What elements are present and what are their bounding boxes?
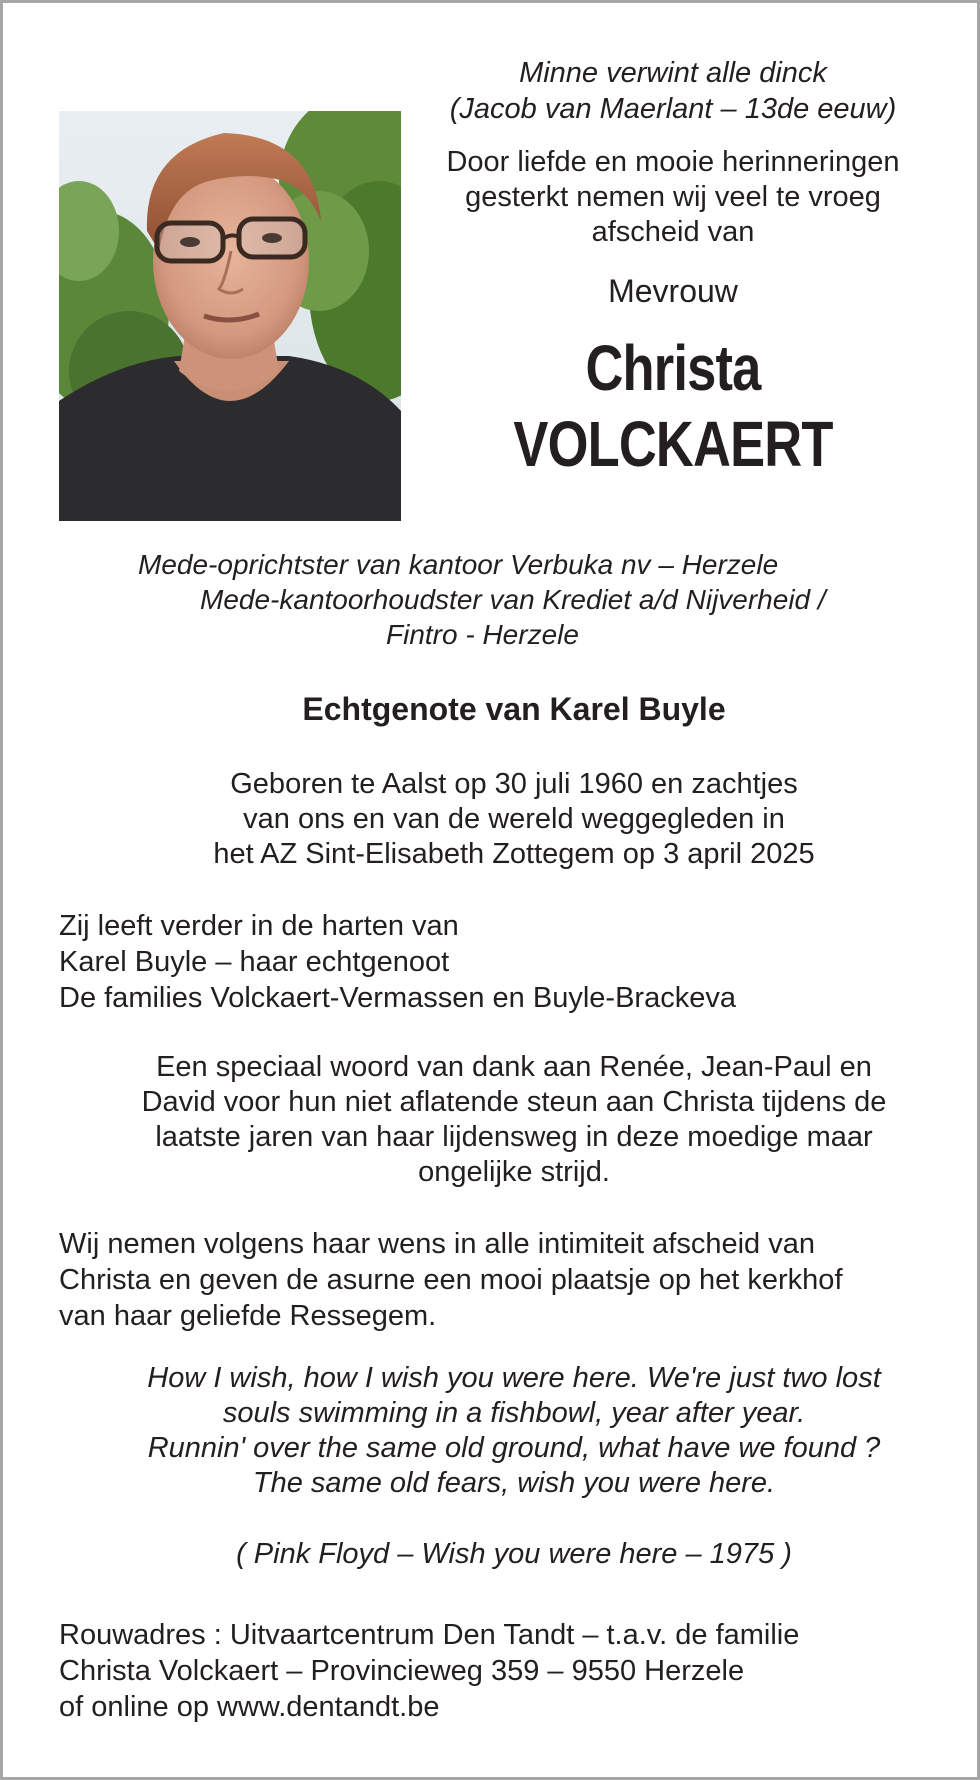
farewell-wish-text bbox=[59, 1226, 929, 1334]
lyric-line: Runnin' over the same old ground, what have we found ? bbox=[147, 1432, 881, 1464]
birth-line: het AZ Sint-Elisabeth Zottegem op 3 april 2025 bbox=[213, 838, 815, 870]
address-line: Christa Volckaert – Provincieweg 359 – 9550 Herzele bbox=[59, 1655, 745, 1687]
address-line: Rouwadres : Uitvaartcentrum Den Tandt – t.a.v. de familie bbox=[59, 1619, 800, 1651]
header-column bbox=[408, 55, 938, 482]
lyric-line: How I wish, how I wish you were here. We're just two lost bbox=[147, 1362, 881, 1394]
opening-quote bbox=[408, 55, 938, 127]
portrait-photo bbox=[59, 111, 401, 521]
birth-line: Geboren te Aalst op 30 juli 1960 en zachtjes bbox=[230, 768, 798, 800]
thanks-text bbox=[59, 1050, 949, 1190]
thanks-line: David voor hun niet aflatende steun aan Christa tijdens de bbox=[141, 1086, 887, 1118]
intro-line: gesterkt nemen wij veel te vroeg bbox=[465, 181, 881, 213]
birth-line: van ons en van de wereld weggegleden in bbox=[243, 803, 785, 835]
intro-text bbox=[408, 145, 938, 250]
mourning-address bbox=[59, 1617, 929, 1725]
birth-death-text bbox=[59, 767, 949, 872]
thanks-line: Een speciaal woord van dank aan Renée, Jean-Paul en bbox=[156, 1051, 872, 1083]
intro-line: Door liefde en mooie herinneringen bbox=[446, 146, 900, 178]
spouse-line: Echtgenote van Karel Buyle bbox=[302, 691, 726, 727]
role-line: Fintro - Herzele bbox=[386, 619, 579, 650]
address-line: of online op www.dentandt.be bbox=[59, 1691, 440, 1723]
survivors-line: Zij leeft verder in de harten van bbox=[59, 910, 459, 942]
thanks-line: ongelijke strijd. bbox=[418, 1156, 610, 1188]
survivors-line: Karel Buyle – haar echtgenoot bbox=[59, 946, 450, 978]
role-line: Mede-kantoorhoudster van Krediet a/d Nijverheid / bbox=[200, 584, 826, 615]
intro-line: afscheid van bbox=[591, 216, 755, 248]
role-line: Mede-oprichtster van kantoor Verbuka nv – Herzele bbox=[138, 549, 779, 580]
song-lyrics bbox=[59, 1361, 949, 1501]
wish-line: Wij nemen volgens haar wens in alle intimiteit afscheid van bbox=[59, 1228, 815, 1260]
deceased-name bbox=[456, 330, 891, 482]
last-name: VOLCKAERT bbox=[513, 408, 833, 480]
quote-line: Minne verwint alle dinck bbox=[519, 57, 827, 89]
lyric-source: ( Pink Floyd – Wish you were here – 1975 ) bbox=[236, 1538, 792, 1570]
roles bbox=[103, 547, 923, 652]
quote-attribution: (Jacob van Maerlant – 13de eeuw) bbox=[449, 93, 897, 125]
lyric-line: The same old fears, wish you were here. bbox=[252, 1467, 776, 1499]
wish-line: Christa en geven de asurne een mooi plaatsje op het kerkhof bbox=[59, 1264, 843, 1296]
salutation: Mevrouw bbox=[608, 273, 738, 309]
survivors-text bbox=[59, 908, 929, 1016]
lyric-line: souls swimming in a fishbowl, year after year. bbox=[222, 1397, 806, 1429]
thanks-line: laatste jaren van haar lijdensweg in deze moedige maar bbox=[155, 1121, 873, 1153]
survivors-line: De families Volckaert-Vermassen en Buyle-Brackeva bbox=[59, 982, 736, 1014]
first-name: Christa bbox=[585, 332, 761, 404]
wish-line: van haar geliefde Ressegem. bbox=[59, 1300, 437, 1332]
portrait-illustration bbox=[59, 111, 401, 521]
